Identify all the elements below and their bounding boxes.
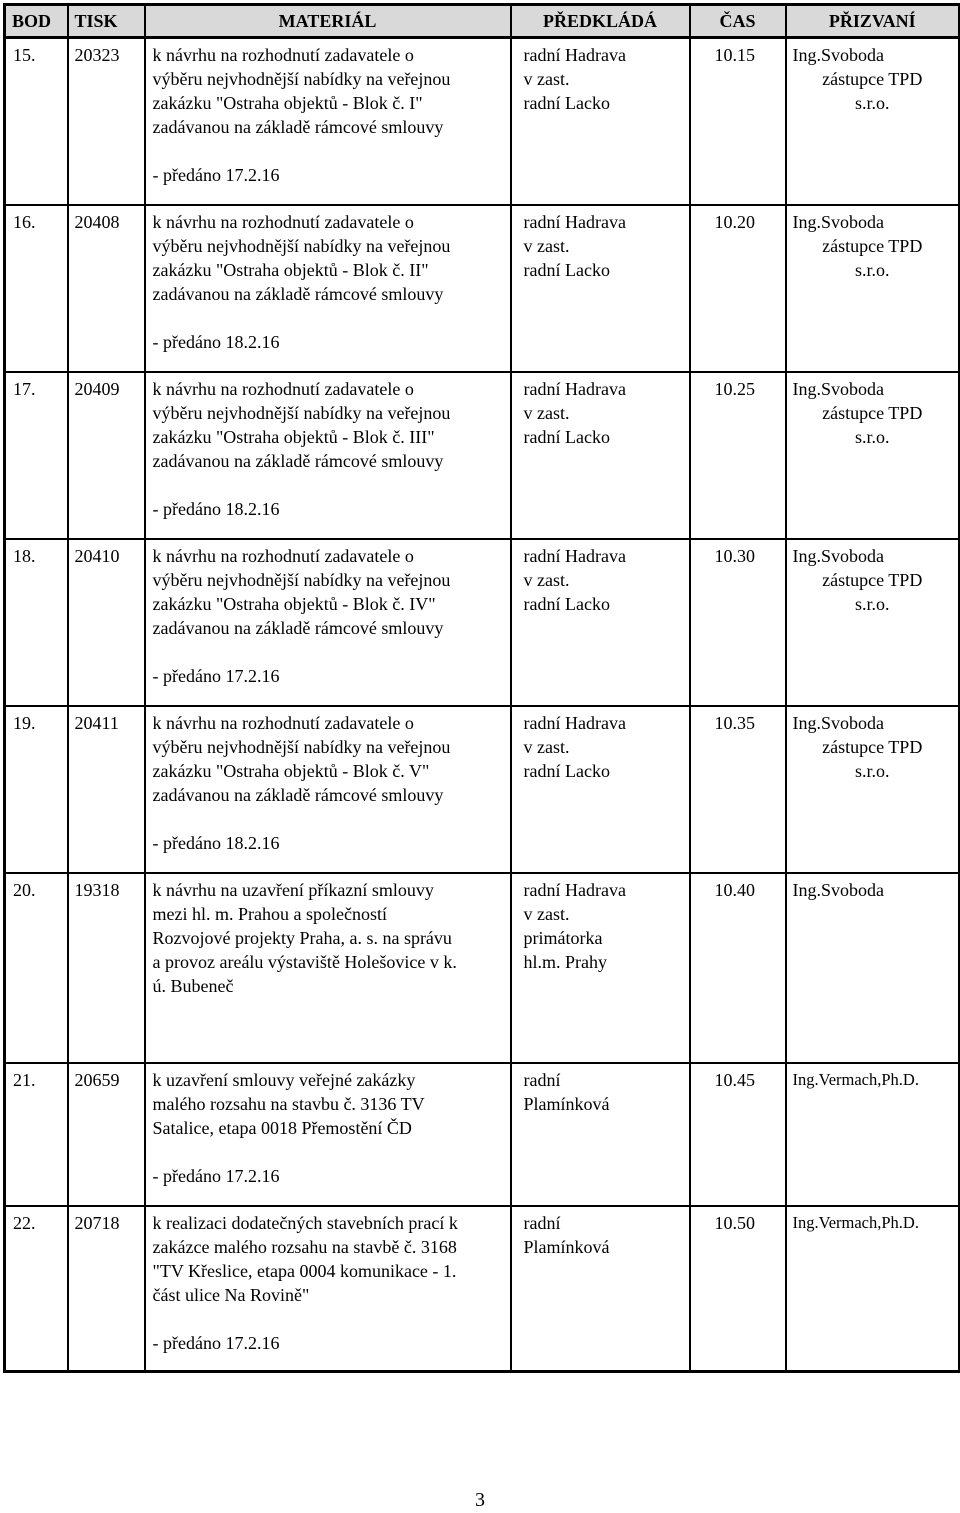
material-line: k realizaci dodatečných stavebních prací k xyxy=(152,1212,458,1233)
header-bod: BOD xyxy=(5,5,68,38)
material-line: výběru nejvhodnější nabídky na veřejnou xyxy=(152,235,451,256)
row-material xyxy=(145,1063,511,1206)
material-line: zadávanou na základě rámcové smlouvy xyxy=(152,784,444,805)
material-line: k návrhu na rozhodnutí zadavatele o xyxy=(152,45,414,65)
predano-note: - předáno 17.2.16 xyxy=(152,165,280,185)
header-material: MATERIÁL xyxy=(145,5,511,38)
table-row xyxy=(5,205,960,372)
material-line: zakázku "Ostraha objektů - Blok č. IV" xyxy=(152,593,436,614)
time-value: 10.15 xyxy=(714,45,755,65)
bod-number: 16. xyxy=(13,211,36,232)
prizvani-line: s.r.o. xyxy=(854,259,890,280)
material-line: výběru nejvhodnější nabídky na veřejnou xyxy=(152,569,451,590)
material-line: zakázku "Ostraha objektů - Blok č. II" xyxy=(152,259,429,280)
bod-number: 20. xyxy=(13,879,36,900)
material-line: výběru nejvhodnější nabídky na veřejnou xyxy=(152,69,451,89)
predklada-line: v zast. xyxy=(523,235,570,256)
table-header-row xyxy=(5,5,960,38)
prizvani-line: s.r.o. xyxy=(854,93,890,113)
prizvani-line: zástupce TPD xyxy=(822,69,923,89)
row-material xyxy=(145,205,511,372)
bod-number: 15. xyxy=(13,45,36,65)
row-predklada xyxy=(511,539,690,706)
row-bod xyxy=(5,205,68,372)
predano-note: - předáno 17.2.16 xyxy=(152,1332,280,1353)
prizvani-line: Ing.Vermach,Ph.D. xyxy=(792,1069,919,1089)
prizvani-line: s.r.o. xyxy=(854,593,890,614)
predklada-line: radní Hadrava xyxy=(523,211,626,232)
prizvani-line: Ing.Svoboda xyxy=(792,378,884,399)
predklada-line: v zast. xyxy=(523,736,570,757)
table-row xyxy=(5,539,960,706)
row-prizvani xyxy=(786,1063,960,1206)
prizvani-line: Ing.Svoboda xyxy=(792,45,884,65)
material-line: zadávanou na základě rámcové smlouvy xyxy=(152,450,444,471)
row-tisk xyxy=(68,205,145,372)
prizvani-line: zástupce TPD xyxy=(822,235,923,256)
predklada-line: radní Lacko xyxy=(523,93,610,113)
header-cas: ČAS xyxy=(690,5,786,38)
row-bod xyxy=(5,372,68,539)
prizvani-line: Ing.Svoboda xyxy=(792,712,884,733)
predklada-line: v zast. xyxy=(523,903,570,924)
row-prizvani xyxy=(786,372,960,539)
row-cas xyxy=(690,706,786,873)
row-tisk xyxy=(68,873,145,1063)
tisk-number: 20323 xyxy=(74,45,120,65)
row-material xyxy=(145,372,511,539)
row-predklada xyxy=(511,706,690,873)
time-value: 10.20 xyxy=(714,211,755,232)
tisk-number: 20409 xyxy=(74,378,120,399)
predano-note: - předáno 17.2.16 xyxy=(152,1165,280,1186)
material-line: zadávanou na základě rámcové smlouvy xyxy=(152,117,444,137)
bod-number: 18. xyxy=(13,545,36,566)
tisk-number: 20410 xyxy=(74,545,120,566)
time-value: 10.35 xyxy=(714,712,755,733)
spacer xyxy=(153,139,504,163)
header-tisk: TISK xyxy=(68,5,145,38)
predklada-line: radní Hadrava xyxy=(523,378,626,399)
tisk-number: 20659 xyxy=(74,1069,120,1090)
time-value: 10.40 xyxy=(714,879,755,900)
time-value: 10.25 xyxy=(714,378,755,399)
row-predklada xyxy=(511,1206,690,1372)
predklada-line: v zast. xyxy=(523,69,570,89)
prizvani-line: zástupce TPD xyxy=(822,569,923,590)
predklada-line: radní Lacko xyxy=(523,593,610,614)
predklada-line: radní Hadrava xyxy=(523,712,626,733)
prizvani-line: zástupce TPD xyxy=(822,736,923,757)
row-bod xyxy=(5,38,68,205)
row-prizvani xyxy=(786,1206,960,1372)
material-line: zakázku "Ostraha objektů - Blok č. III" xyxy=(152,426,435,447)
table-row xyxy=(5,873,960,1063)
bod-number: 17. xyxy=(13,378,36,399)
table-row xyxy=(5,1206,960,1372)
material-line: výběru nejvhodnější nabídky na veřejnou xyxy=(152,736,451,757)
prizvani-line: s.r.o. xyxy=(854,426,890,447)
row-tisk xyxy=(68,38,145,205)
material-line: Satalice, etapa 0018 Přemostění ČD xyxy=(152,1117,412,1138)
row-cas xyxy=(690,372,786,539)
row-predklada xyxy=(511,1063,690,1206)
agenda-body xyxy=(5,38,960,1372)
material-line: mezi hl. m. Prahou a společností xyxy=(152,903,387,924)
table-row xyxy=(5,372,960,539)
predklada-line: hl.m. Prahy xyxy=(523,951,607,972)
row-tisk xyxy=(68,372,145,539)
material-line: k uzavření smlouvy veřejné zakázky xyxy=(152,1069,416,1090)
tisk-number: 20411 xyxy=(74,712,119,733)
material-line: zadávanou na základě rámcové smlouvy xyxy=(152,283,444,304)
predklada-line: Plamínková xyxy=(523,1093,610,1114)
material-line: "TV Křeslice, etapa 0004 komunikace - 1. xyxy=(152,1260,457,1281)
time-value: 10.30 xyxy=(714,545,755,566)
spacer xyxy=(153,473,504,497)
row-material xyxy=(145,38,511,205)
predklada-line: primátorka xyxy=(523,927,603,948)
header-predklada: PŘEDKLÁDÁ xyxy=(511,5,690,38)
material-line: k návrhu na rozhodnutí zadavatele o xyxy=(152,545,414,566)
row-cas xyxy=(690,1206,786,1372)
row-bod xyxy=(5,1206,68,1372)
row-material xyxy=(145,873,511,1063)
tisk-number: 19318 xyxy=(74,879,120,900)
predklada-line: v zast. xyxy=(523,569,570,590)
bod-number: 22. xyxy=(13,1212,36,1233)
row-tisk xyxy=(68,1206,145,1372)
material-line: a provoz areálu výstaviště Holešovice v k. xyxy=(152,951,457,972)
predklada-line: radní xyxy=(523,1212,561,1233)
table-row xyxy=(5,706,960,873)
predano-note: - předáno 18.2.16 xyxy=(152,832,280,853)
row-cas xyxy=(690,205,786,372)
material-line: ú. Bubeneč xyxy=(152,975,234,996)
spacer xyxy=(153,1140,504,1164)
row-cas xyxy=(690,539,786,706)
material-line: zadávanou na základě rámcové smlouvy xyxy=(152,617,444,638)
prizvani-line: Ing.Svoboda xyxy=(792,879,884,900)
predklada-line: radní Hadrava xyxy=(523,879,626,900)
row-cas xyxy=(690,873,786,1063)
row-material xyxy=(145,539,511,706)
predklada-line: radní Lacko xyxy=(523,259,610,280)
row-tisk xyxy=(68,1063,145,1206)
row-bod xyxy=(5,873,68,1063)
material-line: část ulice Na Rovině" xyxy=(152,1284,310,1305)
row-bod xyxy=(5,706,68,873)
predklada-line: radní Hadrava xyxy=(523,45,626,65)
predklada-line: radní Lacko xyxy=(523,760,610,781)
row-prizvani xyxy=(786,205,960,372)
row-prizvani xyxy=(786,38,960,205)
material-line: zakázce malého rozsahu na stavbě č. 3168 xyxy=(152,1236,457,1257)
predklada-line: radní xyxy=(523,1069,561,1090)
material-line: k návrhu na rozhodnutí zadavatele o xyxy=(152,712,414,733)
row-predklada xyxy=(511,38,690,205)
row-material xyxy=(145,1206,511,1372)
material-line: malého rozsahu na stavbu č. 3136 TV xyxy=(152,1093,425,1114)
spacer xyxy=(153,306,504,330)
material-line: zakázku "Ostraha objektů - Blok č. I" xyxy=(152,93,423,113)
prizvani-line: Ing.Vermach,Ph.D. xyxy=(792,1212,919,1232)
table-row xyxy=(5,1063,960,1206)
agenda-table xyxy=(3,3,960,1373)
predklada-line: v zast. xyxy=(523,402,570,423)
predklada-line: radní Hadrava xyxy=(523,545,626,566)
table-row xyxy=(5,38,960,205)
predano-note: - předáno 17.2.16 xyxy=(152,665,280,686)
time-value: 10.50 xyxy=(714,1212,755,1233)
prizvani-line: zástupce TPD xyxy=(822,402,923,423)
material-line: k návrhu na rozhodnutí zadavatele o xyxy=(152,211,414,232)
row-tisk xyxy=(68,706,145,873)
row-prizvani xyxy=(786,873,960,1063)
prizvani-line: s.r.o. xyxy=(854,760,890,781)
header-prizvani: PŘIZVANÍ xyxy=(786,5,960,38)
spacer xyxy=(153,640,504,664)
prizvani-line: Ing.Svoboda xyxy=(792,211,884,232)
row-material xyxy=(145,706,511,873)
tisk-number: 20718 xyxy=(74,1212,120,1233)
page-number: 3 xyxy=(475,1489,485,1511)
row-cas xyxy=(690,1063,786,1206)
material-line: Rozvojové projekty Praha, a. s. na správu xyxy=(152,927,452,948)
row-prizvani xyxy=(786,539,960,706)
predano-note: - předáno 18.2.16 xyxy=(152,498,280,519)
predano-note: - předáno 18.2.16 xyxy=(152,331,280,352)
material-line: výběru nejvhodnější nabídky na veřejnou xyxy=(152,402,451,423)
row-predklada xyxy=(511,205,690,372)
predklada-line: Plamínková xyxy=(523,1236,610,1257)
bod-number: 21. xyxy=(13,1069,36,1090)
material-line: k návrhu na uzavření příkazní smlouvy xyxy=(152,879,434,900)
material-line: k návrhu na rozhodnutí zadavatele o xyxy=(152,378,414,399)
spacer xyxy=(153,807,504,831)
prizvani-line: Ing.Svoboda xyxy=(792,545,884,566)
bod-number: 19. xyxy=(13,712,36,733)
agenda-page xyxy=(3,3,957,1373)
row-tisk xyxy=(68,539,145,706)
row-cas xyxy=(690,38,786,205)
row-bod xyxy=(5,539,68,706)
predklada-line: radní Lacko xyxy=(523,426,610,447)
spacer xyxy=(153,1307,504,1331)
row-predklada xyxy=(511,372,690,539)
row-predklada xyxy=(511,873,690,1063)
row-prizvani xyxy=(786,706,960,873)
time-value: 10.45 xyxy=(714,1069,755,1090)
material-line: zakázku "Ostraha objektů - Blok č. V" xyxy=(152,760,430,781)
tisk-number: 20408 xyxy=(74,211,120,232)
row-bod xyxy=(5,1063,68,1206)
